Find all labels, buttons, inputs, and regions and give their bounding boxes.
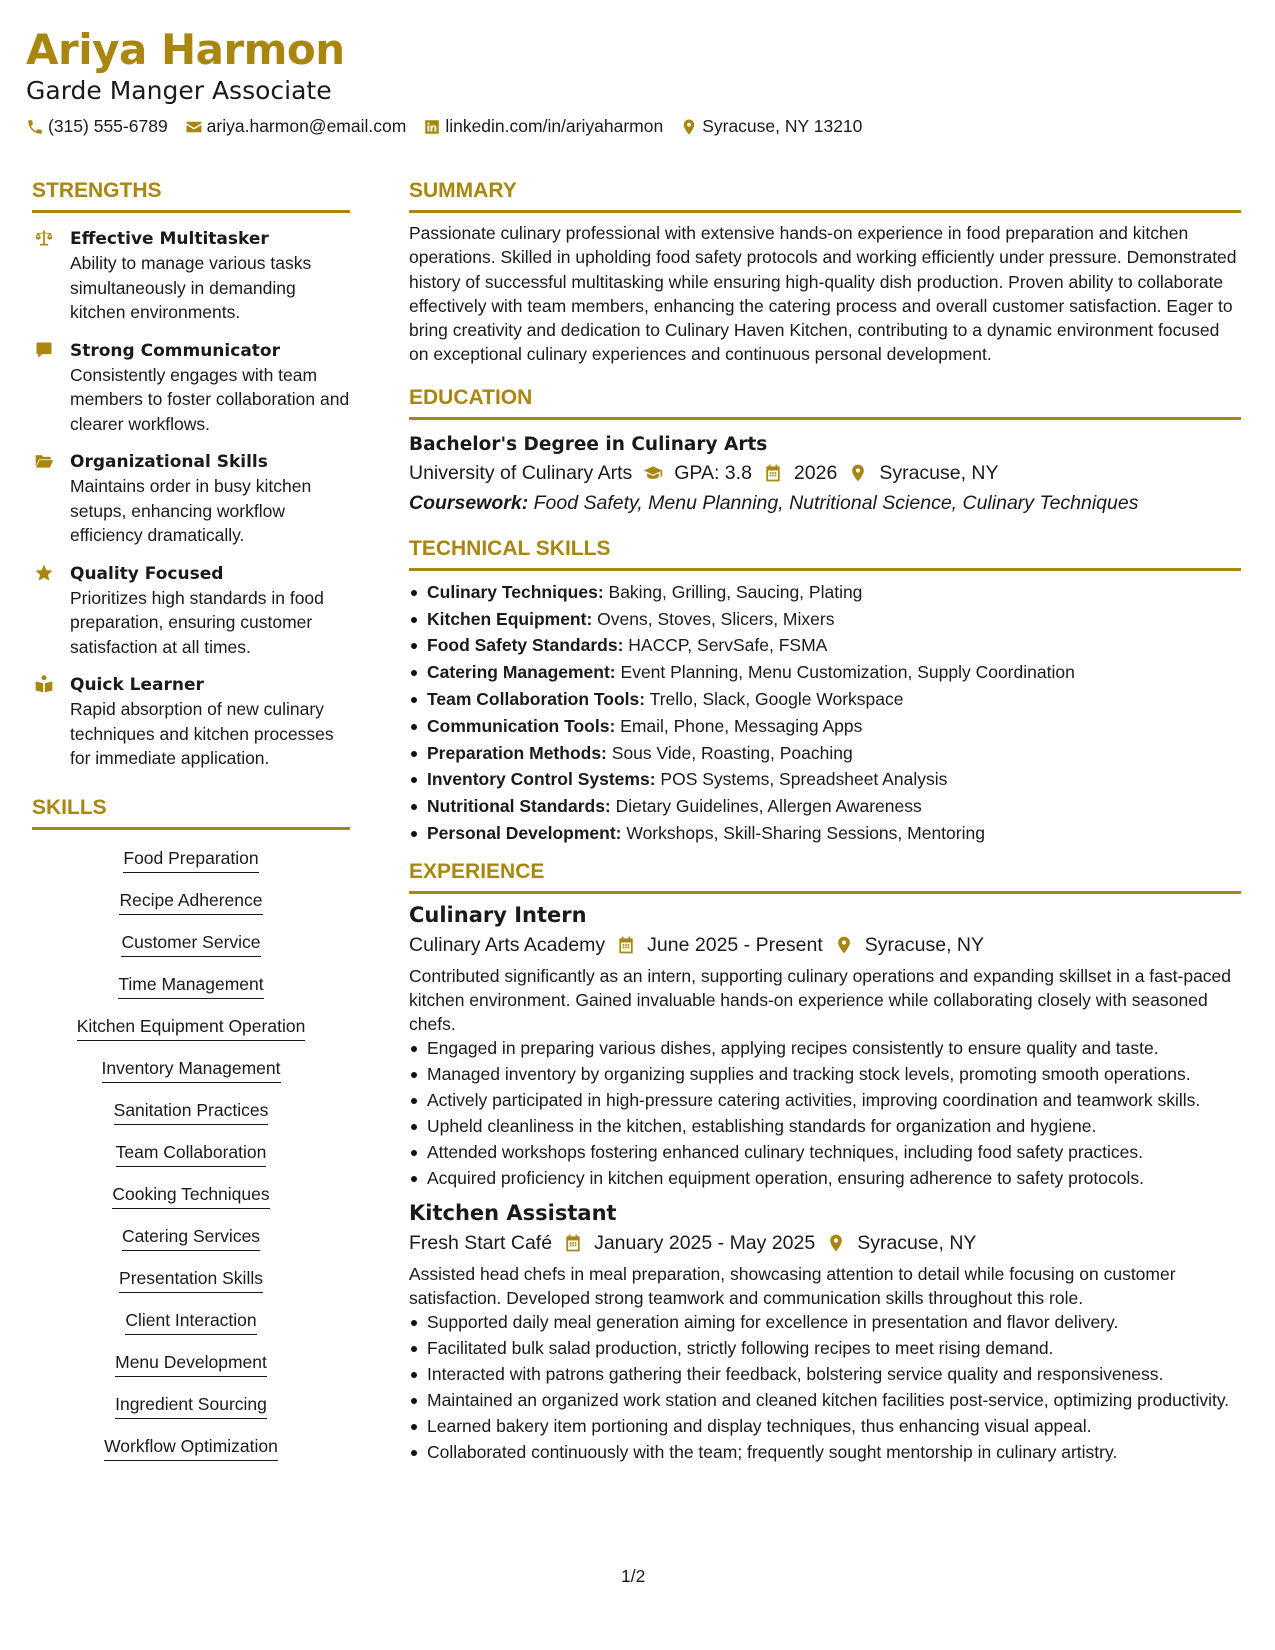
- list-item: [409, 606, 1241, 633]
- list-item: Engaged in preparing various dishes, applying recipes consistently to ensure quality and taste.: [409, 1037, 1241, 1061]
- skill-tag: Presentation Skills: [119, 1266, 263, 1293]
- job-title: Culinary Intern: [409, 902, 587, 927]
- experience-heading: EXPERIENCE: [409, 855, 1241, 894]
- tech-value: Baking, Grilling, Saucing, Plating: [608, 581, 863, 602]
- job-title: Kitchen Assistant: [409, 1201, 617, 1226]
- job-entry: [409, 900, 1241, 1190]
- strength-title: Quick Learner: [70, 675, 204, 695]
- list-item: Maintained an organized work station and cleaned kitchen facilities post-service, optimizing productivity.: [409, 1389, 1241, 1413]
- strength-item: [32, 227, 350, 325]
- tech-value: HACCP, ServSafe, FSMA: [628, 635, 828, 656]
- job-bullets: [409, 1037, 1241, 1191]
- map-pin-icon: [833, 935, 855, 955]
- location-text: Syracuse, NY 13210: [702, 116, 863, 136]
- contact-location: [680, 116, 862, 137]
- list-item: [409, 659, 1241, 686]
- list-item: Actively participated in high-pressure catering activities, improving coordination and teamwork skills.: [409, 1089, 1241, 1113]
- skill-tag: Workflow Optimization: [104, 1434, 278, 1461]
- resume-header: [26, 24, 879, 137]
- list-item: Learned bakery item portioning and display techniques, thus enhancing visual appeal.: [409, 1415, 1241, 1439]
- folder-icon: [32, 450, 56, 474]
- skill-tag: Menu Development: [115, 1350, 267, 1377]
- strength-desc: Prioritizes high standards in food preparation, ensuring customer satisfaction at all times.: [70, 587, 324, 657]
- technical-skills-heading: TECHNICAL SKILLS: [409, 532, 1241, 571]
- list-item: [409, 766, 1241, 793]
- tech-label: Team Collaboration Tools:: [427, 688, 646, 709]
- skill-tag: Time Management: [118, 972, 263, 999]
- tech-label: Food Safety Standards:: [427, 635, 624, 656]
- company-name: Culinary Arts Academy: [409, 933, 606, 956]
- coursework-label: Coursework:: [409, 491, 529, 514]
- coursework-line: [409, 488, 1241, 518]
- skill-tag: Client Interaction: [125, 1308, 256, 1335]
- strength-desc: Maintains order in busy kitchen setups, enhancing workflow efficiency dramatically.: [70, 476, 312, 545]
- strength-item: [32, 673, 350, 771]
- linkedin-text: linkedin.com/in/ariyaharmon: [445, 116, 664, 136]
- strength-item: [32, 339, 350, 437]
- phone-icon: [26, 118, 44, 136]
- candidate-role: Garde Manger Associate: [26, 76, 332, 105]
- strength-title: Organizational Skills: [70, 452, 268, 472]
- strength-title: Strong Communicator: [70, 340, 280, 361]
- skill-tag: Sanitation Practices: [114, 1098, 269, 1125]
- list-item: [409, 793, 1241, 820]
- phone-text: (315) 555-6789: [48, 116, 168, 136]
- tech-value: Event Planning, Menu Customization, Supply Coordination: [620, 662, 1075, 683]
- contact-row: [26, 116, 879, 137]
- tech-value: Email, Phone, Messaging Apps: [620, 715, 863, 736]
- company-name: Fresh Start Café: [409, 1232, 553, 1255]
- strength-title: Quality Focused: [70, 563, 224, 584]
- contact-email[interactable]: [185, 116, 407, 137]
- tech-label: Nutritional Standards:: [427, 796, 611, 817]
- list-item: Attended workshops fostering enhanced culinary techniques, including food safety practices.: [409, 1141, 1241, 1165]
- calendar-icon: [615, 935, 637, 955]
- calendar-icon: [762, 463, 784, 483]
- summary-heading: SUMMARY: [409, 174, 1241, 213]
- page-number: 1/2: [621, 1566, 646, 1586]
- skill-tag: Recipe Adherence: [119, 888, 262, 915]
- list-item: Supported daily meal generation aiming for excellence in presentation and flavor delivery.: [409, 1311, 1241, 1335]
- linkedin-icon: [423, 118, 441, 136]
- tech-value: Ovens, Stoves, Slicers, Mixers: [597, 608, 835, 629]
- left-column: [32, 174, 350, 1476]
- strength-desc: Ability to manage various tasks simultaneously in demanding kitchen environments.: [70, 253, 312, 322]
- list-item: Facilitated bulk salad production, strictly following recipes to meet rising demand.: [409, 1337, 1241, 1361]
- tech-label: Inventory Control Systems:: [427, 769, 656, 790]
- strengths-heading: STRENGTHS: [32, 174, 350, 213]
- tech-label: Culinary Techniques:: [427, 581, 604, 602]
- coursework-text: Food Safety, Menu Planning, Nutritional Science, Culinary Techniques: [533, 491, 1139, 514]
- skill-tag: Catering Services: [122, 1224, 260, 1251]
- skill-tag: Ingredient Sourcing: [115, 1392, 267, 1419]
- list-item: [409, 686, 1241, 713]
- map-pin-icon: [825, 1233, 847, 1253]
- technical-skills-list: [409, 579, 1241, 847]
- list-item: Collaborated continuously with the team; frequently sought mentorship in culinary artistry.: [409, 1441, 1241, 1465]
- education-heading: EDUCATION: [409, 381, 1241, 420]
- calendar-icon: [562, 1233, 584, 1253]
- job-dates: January 2025 - May 2025: [594, 1232, 816, 1255]
- skill-tag: Kitchen Equipment Operation: [77, 1014, 306, 1041]
- list-item: [409, 713, 1241, 740]
- map-pin-icon: [680, 118, 698, 136]
- tech-label: Communication Tools:: [427, 715, 616, 736]
- tech-label: Preparation Methods:: [427, 742, 607, 763]
- job-description: Assisted head chefs in meal preparation, showcasing attention to detail while focusing on customer satisfaction. Developed strong teamwork and communication skills throughout this role.: [409, 1264, 1176, 1309]
- skill-tag: Team Collaboration: [116, 1140, 267, 1167]
- skills-heading: SKILLS: [32, 791, 350, 830]
- list-item: [409, 820, 1241, 847]
- tech-value: POS Systems, Spreadsheet Analysis: [660, 769, 948, 790]
- right-column: [409, 174, 1241, 1467]
- strength-title: Effective Multitasker: [70, 229, 269, 249]
- skill-list: [32, 846, 350, 1476]
- job-location: Syracuse, NY: [864, 933, 985, 956]
- summary-text: Passionate culinary professional with extensive hands-on experience in food preparation and kitchen operations. Skilled in upholding food safety protocols and working efficiently under pressure. Demonstrated history of successful multitasking while ensuring high-quality dish production. Proven ability to collaborate effectively with team members, enhancing the catering process and overall customer satisfaction. Eager to bring creativity and dedication to Culinary Haven Kitchen, contributing to a dynamic environment focused on exceptional culinary experiences and continuous personal development.: [409, 223, 1237, 365]
- school-location: Syracuse, NY: [879, 461, 999, 484]
- contact-linkedin[interactable]: [423, 116, 663, 137]
- list-item: Acquired proficiency in kitchen equipment operation, ensuring adherence to safety protocols.: [409, 1167, 1241, 1191]
- scale-icon: [32, 227, 56, 251]
- skill-tag: Inventory Management: [102, 1056, 281, 1083]
- strength-desc: Rapid absorption of new culinary techniques and kitchen processes for immediate application.: [70, 699, 334, 768]
- email-text: ariya.harmon@email.com: [206, 116, 407, 136]
- list-item: Managed inventory by organizing supplies and tracking stock levels, promoting smooth operations.: [409, 1063, 1241, 1087]
- star-icon: [32, 562, 56, 586]
- book-reader-icon: [32, 673, 56, 697]
- tech-label: Kitchen Equipment:: [427, 608, 593, 629]
- job-bullets: [409, 1311, 1241, 1465]
- tech-value: Workshops, Skill-Sharing Sessions, Mentoring: [626, 822, 985, 843]
- tech-label: Catering Management:: [427, 662, 616, 683]
- graduation-cap-icon: [642, 463, 664, 483]
- strength-item: [32, 450, 350, 548]
- job-meta: [409, 930, 1241, 960]
- contact-phone[interactable]: [26, 116, 168, 137]
- list-item: [409, 632, 1241, 659]
- list-item: Interacted with patrons gathering their feedback, bolstering service quality and responsiveness.: [409, 1363, 1241, 1387]
- graduation-year: 2026: [793, 461, 838, 484]
- strength-desc: Consistently engages with team members to foster collaboration and clearer workflows.: [70, 364, 350, 434]
- skill-tag: Cooking Techniques: [112, 1182, 269, 1209]
- job-dates: June 2025 - Present: [647, 933, 823, 956]
- chat-icon: [32, 339, 56, 363]
- tech-value: Trello, Slack, Google Workspace: [649, 688, 904, 709]
- envelope-icon: [185, 118, 203, 136]
- tech-label: Personal Development:: [427, 822, 622, 843]
- map-pin-icon: [847, 463, 869, 483]
- list-item: Upheld cleanliness in the kitchen, establishing standards for organization and hygiene.: [409, 1115, 1241, 1139]
- tech-value: Sous Vide, Roasting, Poaching: [611, 742, 853, 763]
- list-item: [409, 740, 1241, 767]
- degree-title: Bachelor's Degree in Culinary Arts: [409, 433, 768, 455]
- job-entry: [409, 1198, 1241, 1464]
- skill-tag: Food Preparation: [123, 846, 258, 873]
- candidate-name: Ariya Harmon: [26, 25, 345, 74]
- education-meta: [409, 458, 1241, 488]
- gpa-text: GPA: 3.8: [674, 461, 752, 484]
- list-item: [409, 579, 1241, 606]
- skill-tag: Customer Service: [121, 930, 260, 957]
- job-meta: [409, 1228, 1241, 1258]
- school-name: University of Culinary Arts: [409, 461, 633, 484]
- tech-value: Dietary Guidelines, Allergen Awareness: [615, 796, 922, 817]
- job-location: Syracuse, NY: [857, 1232, 977, 1255]
- skills-section: [32, 791, 350, 1476]
- strength-item: [32, 562, 350, 660]
- job-description: Contributed significantly as an intern, supporting culinary operations and expanding skillset in a fast-paced kitchen environment. Gained invaluable hands-on experience while collaborating closely with seasoned chefs.: [409, 965, 1232, 1035]
